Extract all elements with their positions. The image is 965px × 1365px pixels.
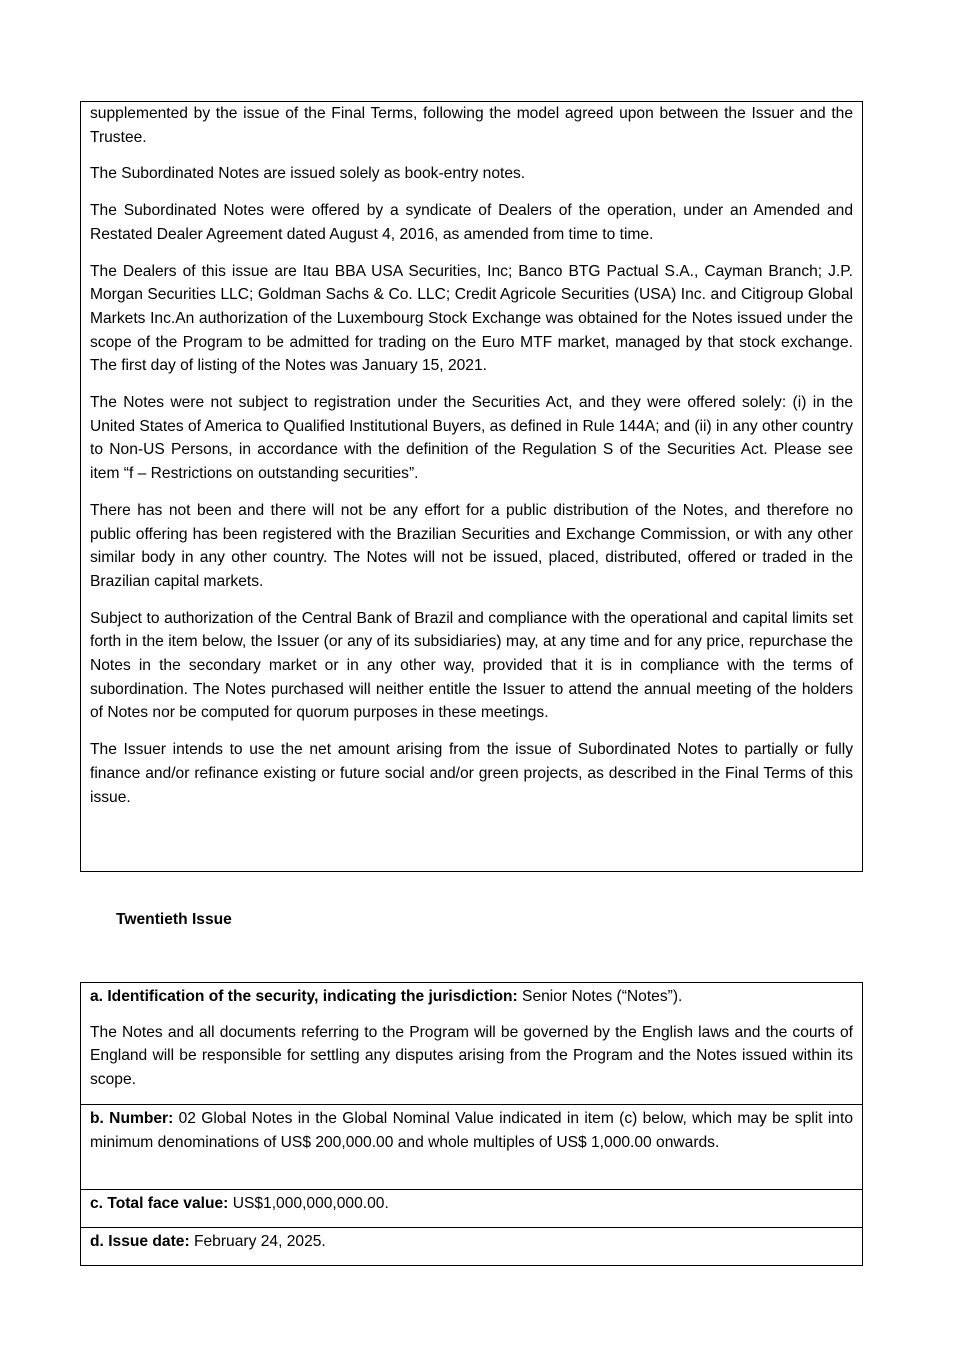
section-heading: Twentieth Issue xyxy=(116,911,232,928)
item-value: 02 Global Notes in the Global Nominal Value indicated in item (c) below, which may be split into minimum denominations of US$ 200,000.00 and whole multiples of US$ 1,000.00 onwards. xyxy=(90,1110,853,1151)
item-value: US$1,000,000,000.00. xyxy=(228,1195,389,1212)
item-label: b. Number: xyxy=(90,1110,174,1127)
item-b-row xyxy=(81,1105,862,1190)
paragraph: The Subordinated Notes are issued solely as book-entry notes. xyxy=(90,165,526,183)
item-value: Senior Notes (“Notes”). xyxy=(517,988,683,1005)
paragraph: There has not been and there will not be any effort for a public distribution of the Notes, and therefore no public offering has been registered with the Brazilian Securities and Exchange Commission, or with any other similar body in any other country. The Notes will not be issued, placed, distributed, offered or traded in the Brazilian capital markets. xyxy=(90,501,853,590)
item-label: c. Total face value: xyxy=(90,1195,229,1212)
item-text: The Notes and all documents referring to the Program will be governed by the English laws and the courts of England will be responsible for settling any disputes arising from the Program and the Notes issued within its scope. xyxy=(90,1023,853,1089)
item-label: d. Issue date: xyxy=(90,1233,190,1250)
item-value: February 24, 2025. xyxy=(189,1233,326,1250)
twentieth-issue-table xyxy=(80,982,863,1266)
paragraph: The Subordinated Notes were offered by a syndicate of Dealers of the operation, under an Amended and Restated Dealer Agreement dated August 4, 2016, as amended from time to time. xyxy=(90,202,853,243)
paragraph: The Issuer intends to use the net amount arising from the issue of Subordinated Notes to partially or fully finance and/or refinance existing or future social and/or green projects, as described in the Final Terms of this issue. xyxy=(90,741,853,806)
continued-notes-box xyxy=(80,101,863,872)
paragraph: Subject to authorization of the Central Bank of Brazil and compliance with the operational and capital limits set forth in the item below, the Issuer (or any of its subsidiaries) may, at any time and for any price, repurchase the Notes in the secondary market or in any other way, provided that it is in compliance with the terms of subordination. The Notes purchased will neither entitle the Issuer to attend the annual meeting of the holders of Notes nor be computed for quorum purposes in these meetings. xyxy=(90,609,853,722)
item-a-row xyxy=(81,983,862,1105)
item-label: a. Identification of the security, indicating the jurisdiction: xyxy=(90,988,518,1005)
item-c-row xyxy=(81,1190,862,1228)
paragraph: The Notes were not subject to registration under the Securities Act, and they were offered solely: (i) in the United States of America to Qualified Institutional Buyers, as defined in Rule 144A; and (ii) in any other country to Non-US Persons, in accordance with the definition of the Regulation S of the Securities Act. Please see item “f – Restrictions on outstanding securities”. xyxy=(90,394,853,483)
item-d-row xyxy=(81,1228,862,1265)
paragraph: The Dealers of this issue are Itau BBA USA Securities, Inc; Banco BTG Pactual S.A., Cayman Branch; J.P. Morgan Securities LLC; Goldman Sachs & Co. LLC; Credit Agricole Securities (USA) Inc. and Citigroup Global Markets Inc.An authorization of the Luxembourg Stock Exchange was obtained for the Notes issued under the scope of the Program to be admitted for trading on the Euro MTF market, managed by that stock exchange. The first day of listing of the Notes was January 15, 2021. xyxy=(90,262,853,375)
paragraph: supplemented by the issue of the Final Terms, following the model agreed upon between the Issuer and the Trustee. xyxy=(90,105,853,146)
